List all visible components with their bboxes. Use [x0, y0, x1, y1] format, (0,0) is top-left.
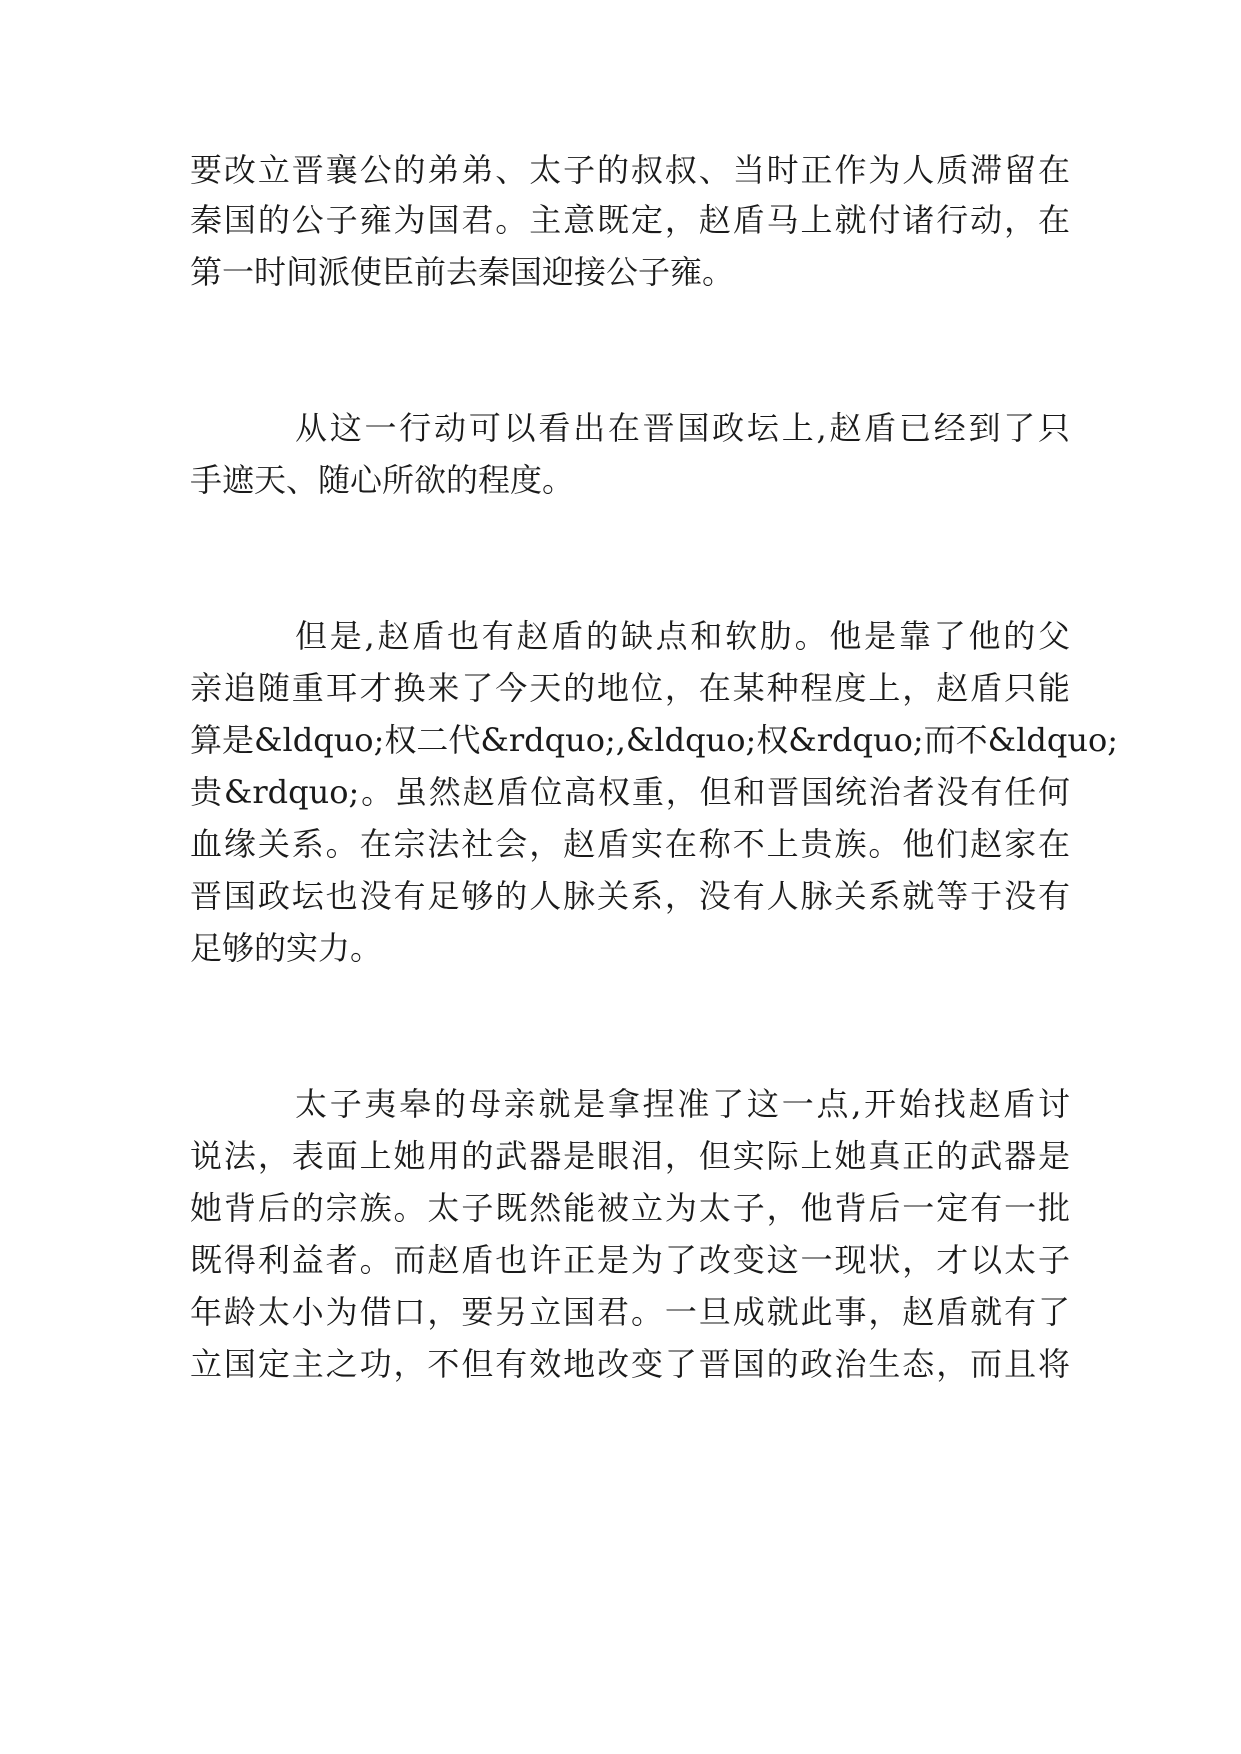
text-line: 足够的实力。 — [190, 929, 383, 967]
text-line: 她背后的宗族。太子既然能被立为太子，他背后一定有一批 — [190, 1189, 1070, 1227]
text-line: 血缘关系。在宗法社会，赵盾实在称不上贵族。他们赵家在 — [190, 825, 1070, 863]
text-line: 说法，表面上她用的武器是眼泪，但实际上她真正的武器是 — [190, 1137, 1070, 1175]
text-line: 从这一行动可以看出在晋国政坛上,赵盾已经到了只 — [295, 409, 1070, 447]
text-line: 太子夷皋的母亲就是拿捏准了这一点,开始找赵盾讨 — [295, 1085, 1070, 1123]
text-line: 但是,赵盾也有赵盾的缺点和软肋。他是靠了他的父 — [295, 617, 1070, 655]
text-line: 贵&rdquo;。虽然赵盾位高权重，但和晋国统治者没有任何 — [190, 773, 1070, 811]
text-line: 第一时间派使臣前去秦国迎接公子雍。 — [190, 253, 735, 291]
text-line: 要改立晋襄公的弟弟、太子的叔叔、当时正作为人质滞留在 — [190, 151, 1070, 189]
text-line: 既得利益者。而赵盾也许正是为了改变这一现状，才以太子 — [190, 1241, 1070, 1279]
text-line: 亲追随重耳才换来了今天的地位，在某种程度上，赵盾只能 — [190, 669, 1070, 707]
text-line: 手遮天、随心所欲的程度。 — [190, 461, 575, 499]
text-line: 年龄太小为借口，要另立国君。一旦成就此事，赵盾就有了 — [190, 1293, 1070, 1331]
text-line: 晋国政坛也没有足够的人脉关系，没有人脉关系就等于没有 — [190, 877, 1070, 915]
text-line: 秦国的公子雍为国君。主意既定，赵盾马上就付诸行动，在 — [190, 201, 1070, 239]
text-line: 算是&ldquo;权二代&rdquo;,&ldquo;权&rdquo;而不&ldquo; — [190, 721, 1119, 759]
text-line: 立国定主之功，不但有效地改变了晋国的政治生态，而且将 — [190, 1345, 1070, 1383]
